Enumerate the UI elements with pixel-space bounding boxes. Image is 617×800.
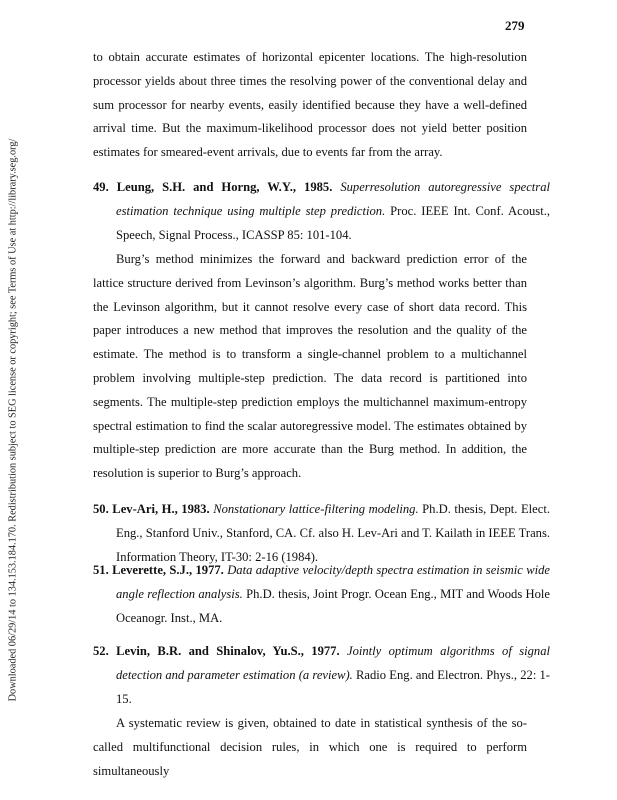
entry-title: Jointly optimum algorithms of signal detection and parameter estimation (a review).	[116, 644, 550, 682]
page-number: 279	[505, 18, 525, 33]
entry-title: Superresolution autoregressive spectral estimation technique using multiple step prediction.	[116, 180, 550, 218]
entry-authors: Lev-Ari, H., 1983.	[112, 502, 210, 516]
entry-52-abstract: A systematic review is given, obtained to date in statistical synthesis of the so-called multifunctional decision rules, in which one is required to perform simultaneously	[93, 716, 527, 778]
reference-entry-51	[93, 559, 550, 630]
entry-title: Nonstationary lattice-filtering modeling.	[213, 502, 419, 516]
reference-entry-52	[93, 640, 550, 711]
entry-number: 49.	[93, 180, 109, 194]
entry-authors: Levin, B.R. and Shinalov, Yu.S., 1977.	[116, 644, 340, 658]
entry-source: Ph.D. thesis, Joint Progr. Ocean Eng., MIT and Woods Hole Oceanogr. Inst., MA.	[116, 586, 550, 625]
entry-source: Radio Eng. and Electron. Phys., 22: 1-15.	[116, 667, 550, 706]
entry-source: Proc. IEEE Int. Conf. Acoust., Speech, Signal Process., ICASSP 85: 101-104.	[116, 203, 550, 242]
entry-number: 51.	[93, 563, 109, 577]
intro-paragraph: to obtain accurate estimates of horizontal epicenter locations. The high-resolution processor yields about three times the resolving power of the conventional delay and sum processor for nearby events, easily identified because they have a well-defined arrival time. But the maximum-likelihood processor does not yield better position estimates for smeared-event arrivals, due to events far from the array.	[93, 50, 527, 160]
reference-entry-49	[93, 176, 550, 247]
entry-49-abstract: Burg’s method minimizes the forward and backward prediction error of the lattice structure derived from Levinson’s algorithm. Burg’s method works better than the Levinson algorithm, but it cannot resolve every case of short data record. This paper introduces a new method that improves the resolution and the quality of the estimate. The method is to transform a single-channel problem to a multichannel problem involving multiple-step prediction. The data record is partitioned into segments. The multiple-step prediction employs the multichannel maximum-entropy spectral estimation to find the scalar autoregressive model. The estimates obtained by multiple-step prediction are more accurate than the Burg method. In addition, the resolution is superior to Burg’s approach.	[93, 252, 527, 481]
entry-source: Ph.D. thesis, Dept. Elect. Eng., Stanford Univ., Stanford, CA. Cf. also H. Lev-Ari and T. Kailath in IEEE Trans. Information Theory, IT-30: 2-16 (1984).	[116, 502, 550, 564]
download-notice: Downloaded 06/29/14 to 134.153.184.170. Redistribution subject to SEG license or copyright; see Terms of Use at http://library.seg.org/	[7, 138, 19, 702]
entry-title: Data adaptive velocity/depth spectra estimation in seismic wide angle reflection analysis.	[116, 563, 550, 601]
entry-authors: Leung, S.H. and Horng, W.Y., 1985.	[116, 180, 333, 194]
entry-authors: Leverette, S.J., 1977.	[112, 563, 224, 577]
entry-number: 50.	[93, 502, 109, 516]
entry-number: 52.	[93, 644, 109, 658]
